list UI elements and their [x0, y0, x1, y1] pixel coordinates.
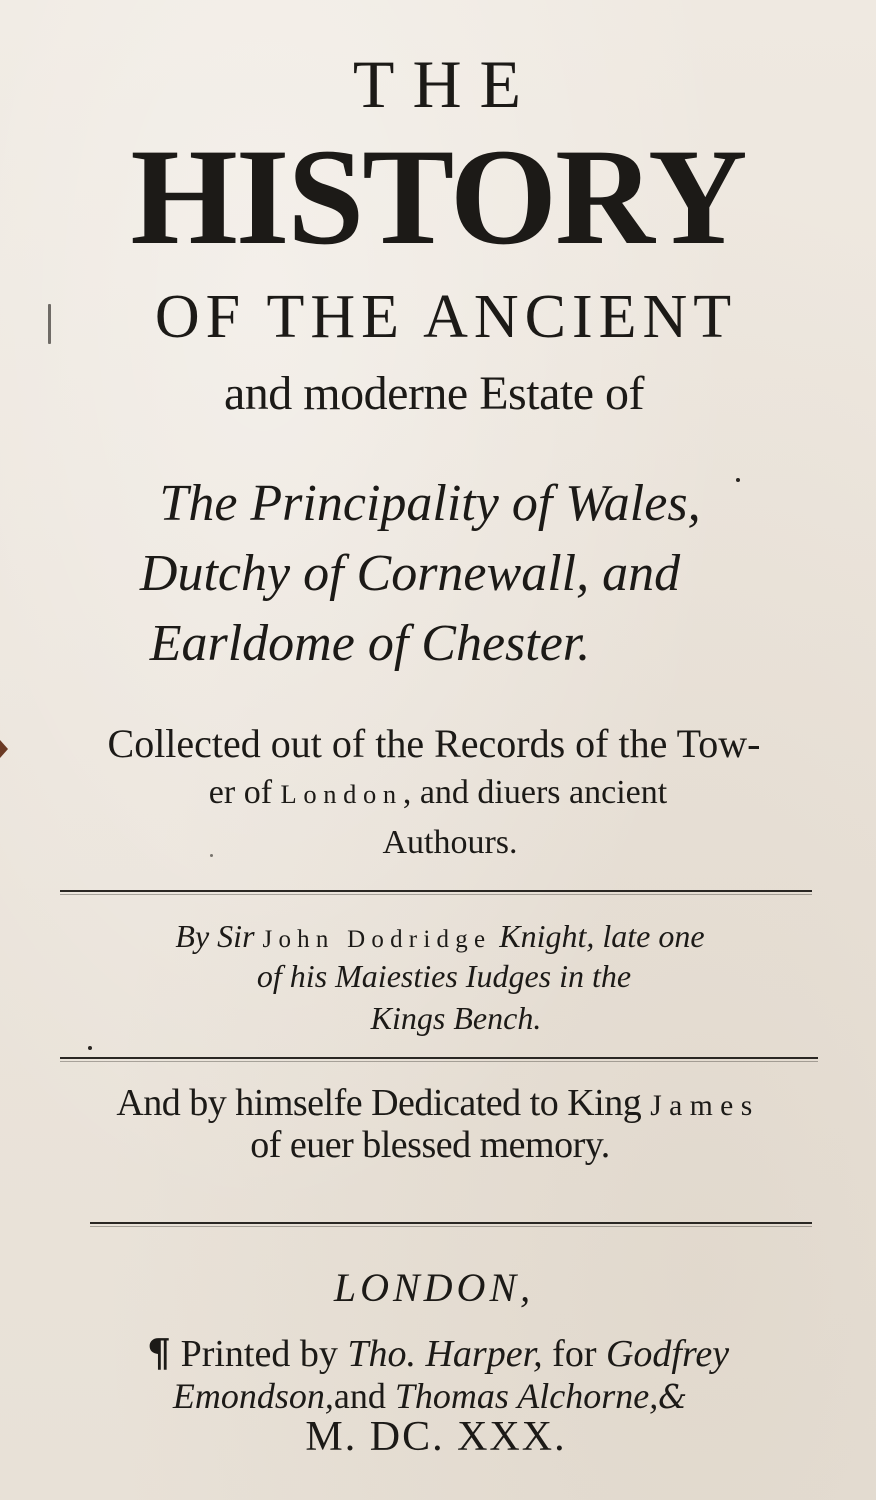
imprint-printer: Tho. Harper,	[347, 1333, 543, 1375]
imprint-for: for	[542, 1333, 606, 1375]
imprint-bookseller-1b: Emondson,	[172, 1376, 334, 1416]
title-dutchy: Dutchy of Cornewall, and	[139, 545, 681, 602]
divider-rule	[60, 890, 812, 892]
dedication-line-1	[0, 1084, 876, 1122]
title-principality: The Principality of Wales,	[159, 475, 701, 532]
author-line-3: Kings Bench.	[370, 1000, 542, 1036]
imprint-booksellers-line	[0, 1378, 868, 1414]
author-line-1	[2, 920, 876, 953]
collected-london: London	[280, 779, 403, 809]
author-line-2: of his Maiesties Iudges in the	[256, 958, 632, 994]
title-subtitle: and moderne Estate of	[224, 367, 644, 420]
imprint-date: M. DC. XXX.	[305, 1414, 567, 1460]
ink-speck	[88, 1046, 92, 1050]
collected-line-2-pre: er of	[208, 774, 281, 811]
imprint-and: and	[333, 1376, 395, 1416]
collected-line-1: Collected out of the Records of the Tow-	[107, 721, 761, 766]
author-title: Knight, late one	[491, 918, 705, 954]
author-by: By Sir	[175, 918, 263, 954]
dedication-text: And by himselfe Dedicated to King	[116, 1082, 651, 1124]
imprint-bookseller-1: Godfrey	[605, 1333, 730, 1375]
dedication-line-2: of euer blessed memory.	[250, 1124, 610, 1166]
ampersand-flourish: &	[658, 1378, 688, 1416]
imprint-printed-line	[0, 1330, 876, 1375]
imprint-printed-by: Printed by	[171, 1333, 348, 1375]
ink-speck	[210, 854, 213, 857]
divider-rule	[60, 1057, 818, 1059]
title-earldome: Earldome of Chester.	[149, 615, 591, 672]
collected-line-2-post: , and diuers ancient	[402, 774, 668, 811]
imprint-bookseller-2: Thomas Alchorne,	[394, 1376, 659, 1416]
margin-mark	[48, 304, 51, 344]
author-name: John Dodridge	[262, 926, 492, 953]
divider-rule	[90, 1222, 812, 1224]
dedication-king: James	[650, 1090, 760, 1122]
title-article: THE	[352, 46, 540, 122]
ink-speck	[736, 478, 740, 482]
pilcrow-icon: ¶	[146, 1330, 172, 1375]
title-subtitle-caps: OF THE ANCIENT	[154, 283, 738, 351]
imprint-place: LONDON,	[333, 1265, 535, 1310]
title-main: HISTORY	[130, 120, 746, 273]
collected-line-3: Authours.	[382, 824, 518, 861]
collected-line-2	[0, 776, 876, 810]
